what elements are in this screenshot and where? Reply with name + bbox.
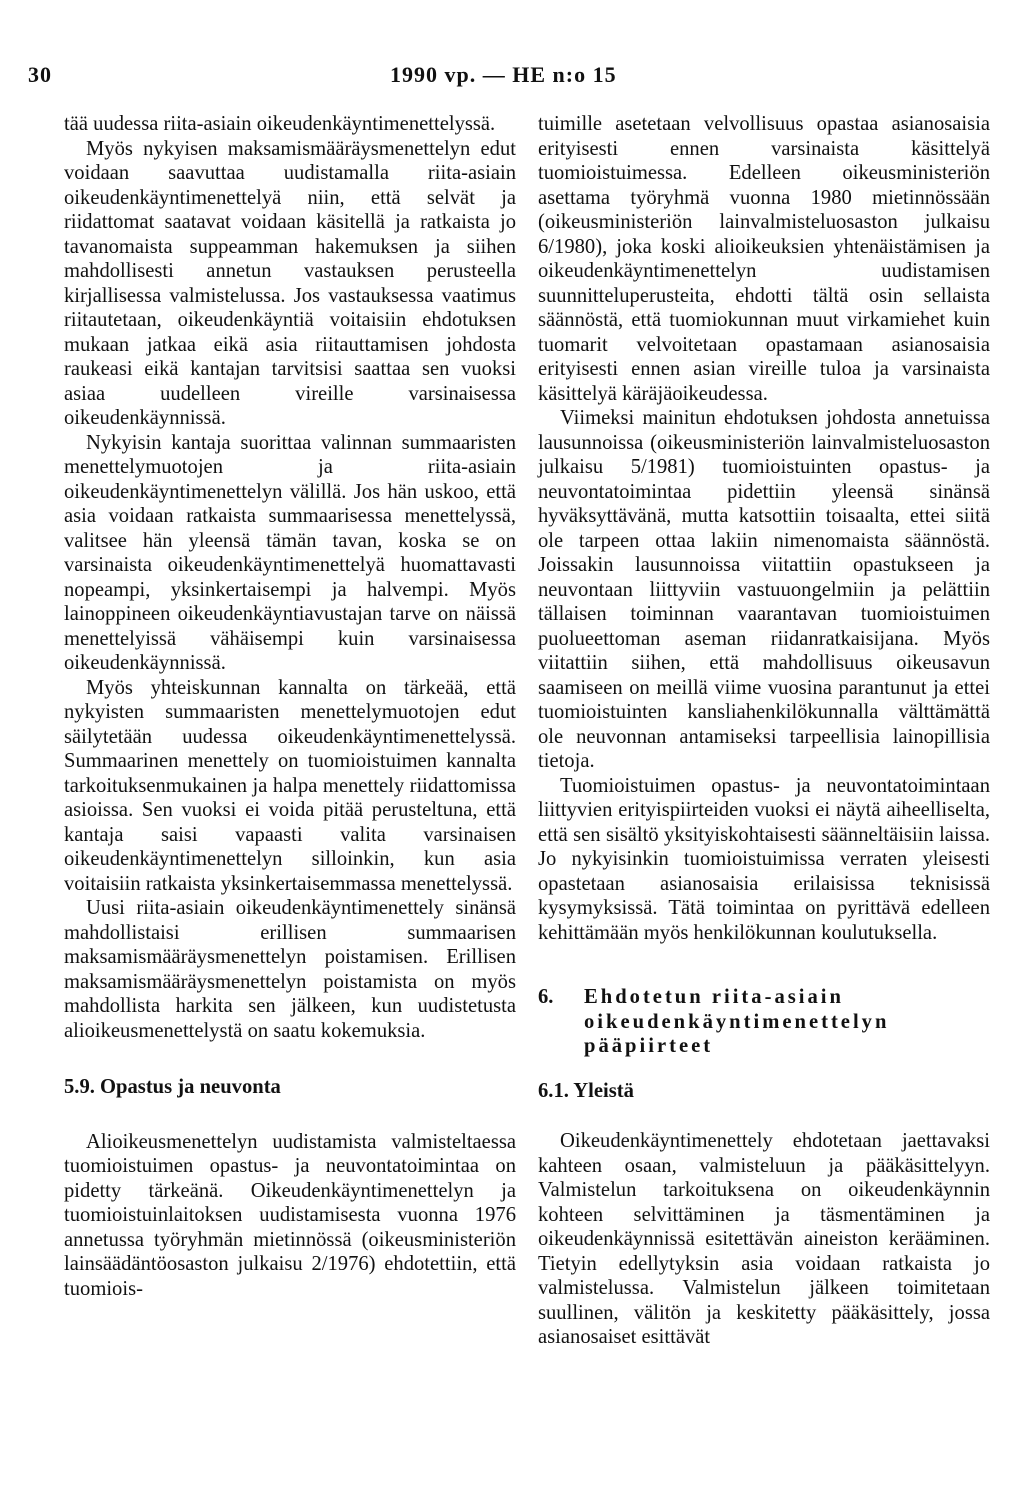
paragraph: Uusi riita-asiain oikeudenkäyntimenettely sinänsä mahdollistaisi erillisen summaarisen maksamismääräysmenettelyn poistamisen. Erillisen maksamismääräysmenettelyn poistamista on myös mahdollista harkita sen jälkeen, kun uudistetusta alioikeusmenettelystä on saatu kokemuksia. xyxy=(64,897,516,1042)
section-heading xyxy=(538,985,990,1059)
section-title: Ehdotetun riita-asiain oikeudenkäyntimenettelyn pääpiirteet xyxy=(584,986,890,1057)
page-number: 30 xyxy=(28,62,52,87)
left-column xyxy=(64,112,516,1301)
paragraph: Oikeudenkäyntimenettely ehdotetaan jaettavaksi kahteen osaan, valmisteluun ja pääkäsittelyyn. Valmistelun tarkoituksena on oikeudenkäynnin kohteen selvittäminen ja täsmentäminen ja oikeudenkäynnissä esitettävän aineiston kerääminen. Tietyin edellytyksin asia voidaan ratkaista jo valmistelussa. Valmistelun jälkeen toimitetaan suullinen, välitön ja keskitetty pääkäsittely, jossa asianosaiset esittävät xyxy=(538,1130,990,1348)
paragraph: Myös nykyisen maksamismääräysmenettelyn edut voidaan saavuttaa uudistamalla riita-asiain oikeudenkäyntimenettelyä niin, että selvät ja riidattomat saatavat voidaan käsitellä ja ratkaista jo tavanomaista suppeamman hakemuksen ja siihen mahdollisesti annetun vastauksen perusteella kirjallisessa valmistelussa. Jos vastauksessa vaatimus riitautetaan, oikeudenkäyntiä voitaisiin ehdotuksen mukaan jatkaa eikä asia riitauttamisen johdosta raukeasi eikä kantajan tarvitsisi saattaa sen vuoksi asiaa uudelleen vireille varsinaisessa oikeudenkäynnissä. xyxy=(64,137,516,429)
section-number: 6. xyxy=(538,986,554,1008)
paragraph: Alioikeusmenettelyn uudistamista valmisteltaessa tuomioistuimen opastus- ja neuvontatoimintaa on pidetty tärkeänä. Oikeudenkäyntimenettelyn ja tuomioistuinlaitoksen uudistamisesta vuonna 1976 annetussa työryhmän mietinnössä (oikeusministeriön lainsäädäntöosaston julkaisu 2/1976) ehdotettiin, että tuomiois- xyxy=(64,1130,516,1300)
paragraph: tuimille asetetaan velvollisuus opastaa asianosaisia erityisesti ennen varsinaista käsittelyä tuomioistuimessa. Edelleen oikeusministeriön asettama työryhmä vuonna 1980 mietinnössään (oikeusministeriön lainvalmisteluosaston julkaisu 6/1980), joka koski alioikeuksien yhtenäistämisen ja oikeudenkäyntimenettelyn uudistamisen suunnitteluperusteita, ehdotti tältä osin sellaista säännöstä, että tuomiokunnan muut virkamiehet kuin tuomarit velvoitetaan opastamaan asianosaisia erityisesti ennen asian vireille tuloa ja varsinaista käsittelyä käräjäoikeudessa. xyxy=(538,113,990,405)
paragraph: Tuomioistuimen opastus- ja neuvontatoimintaan liittyvien erityispiirteiden vuoksi ei näytä aiheelliselta, että sen sisältö yksityiskohtaisesti säänneltäisiin laissa. Jo nykyisinkin tuomioistuimissa verraten yleisesti opastetaan asianosaisia erilaisissa teknisissä kysymyksissä. Tätä toimintaa on pyrittävä edelleen kehittämään myös henkilökunnan koulutuksella. xyxy=(538,774,990,944)
paragraph: Nykyisin kantaja suorittaa valinnan summaaristen menettelymuotojen ja riita-asiain oikeudenkäyntimenettelyn välillä. Jos hän uskoo, että asia voidaan ratkaista summaarisessa menettelyssä, valitsee hän yleensä tämän tavan, koska se on varsinaista oikeudenkäyntimenettelyä huomattavasti nopeampi, yksinkertaisempi ja halvempi. Myös lainoppineen oikeudenkäyntiavustajan tarve on näissä menettelyissä vähäisempi kuin varsinaisessa oikeudenkäynnissä. xyxy=(64,431,516,674)
paragraph: tää uudessa riita-asiain oikeudenkäyntimenettelyssä. xyxy=(64,113,496,135)
subsection-heading: 6.1. Yleistä xyxy=(538,1079,634,1102)
right-column xyxy=(538,112,990,1350)
paragraph: Myös yhteiskunnan kannalta on tärkeää, että nykyisten summaaristen menettelymuotojen edut säilytetään uudessa oikeudenkäyntimenettelyssä. Summaarinen menettely on tuomioistuimen kannalta tarkoituksenmukainen ja halpa menettely riidattomissa asioissa. Sen vuoksi ei voida pitää perusteltuna, että kantaja saisi vapaasti valita varsinaisen oikeudenkäyntimenettelyn silloinkin, kun asia voitaisiin ratkaista yksinkertaisemmassa menettelyssä. xyxy=(64,676,516,895)
section-heading: 5.9. Opastus ja neuvonta xyxy=(64,1076,281,1098)
paragraph: Viimeksi mainitun ehdotuksen johdosta annetuissa lausunnoissa (oikeusministeriön lainvalmisteluosaston julkaisu 5/1981) tuomioistuinten opastus- ja neuvontatoimintaa pidettiin yleensä sinänsä hyväksyttävänä, mutta katsottiin toisaalta, ettei siitä ole tarpeen ottaa lakiin nimenomaista säännöstä. Joissakin lausunnoissa viitattiin opastukseen ja neuvontaan liittyviin vastuuongelmiin ja pelättiin tällaisen toiminnan vaarantavan tuomioistuimen puolueettoman aseman riidanratkaisijana. Myös viitattiin siihen, että mahdollisuus oikeusavun saamiseen on meillä viime vuosina parantunut ja ettei tuomioistuinten kansliahenkilökunnalla välttämättä ole neuvonnan antamiseksi tarpeellisia lainopillisia tietoja. xyxy=(538,407,990,772)
running-head: 1990 vp. — HE n:o 15 xyxy=(390,62,617,87)
